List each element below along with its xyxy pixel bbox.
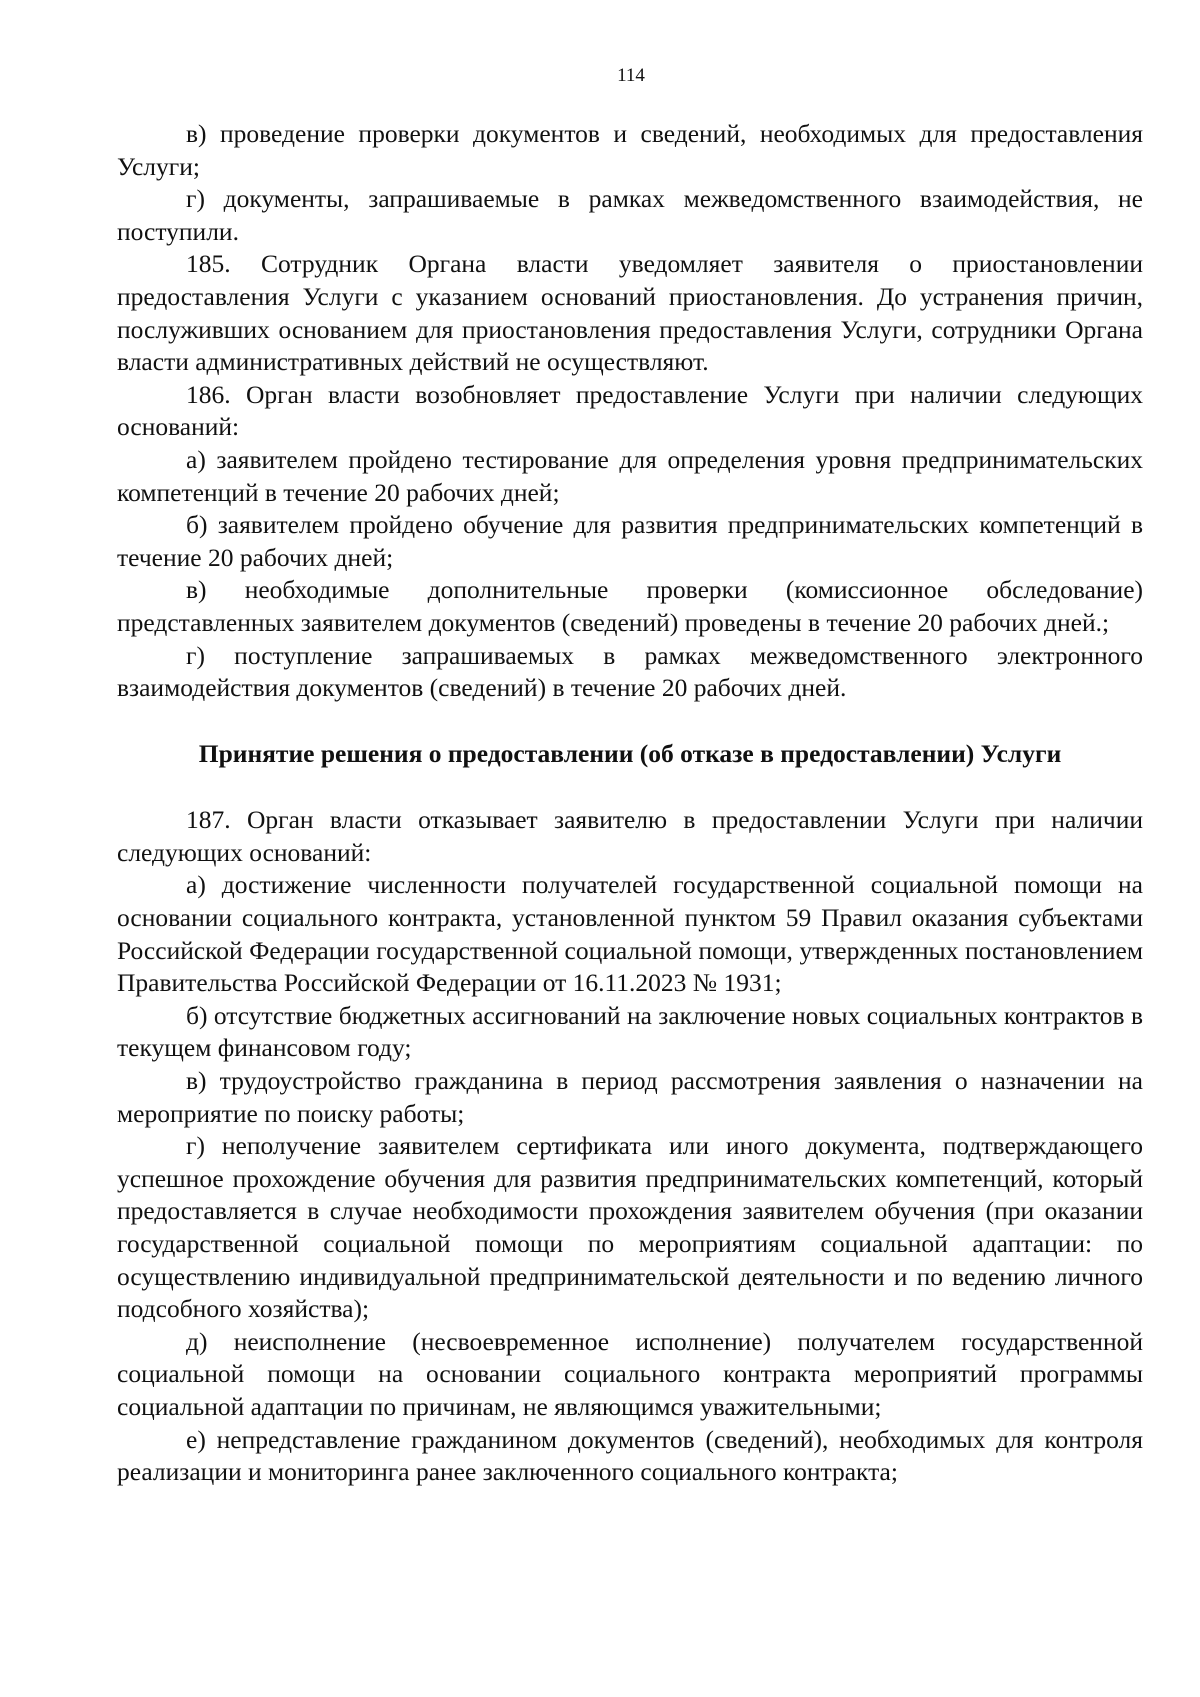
paragraph-186-a: а) заявителем пройдено тестирование для определения уровня предпринимательских компетенций в течение 20 рабочих дней; xyxy=(117,444,1143,507)
paragraph-186: 186. Орган власти возобновляет предоставление Услуги при наличии следующих оснований: xyxy=(117,379,1143,442)
paragraph-186-g: г) поступление запрашиваемых в рамках межведомственного электронного взаимодействия документов (сведений) в течение 20 рабочих дней. xyxy=(117,640,1143,703)
paragraph-187-e: е) непредставление гражданином документов (сведений), необходимых для контроля реализации и мониторинга ранее заключенного социального контракта; xyxy=(117,1424,1143,1487)
paragraph-187-g: г) неполучение заявителем сертификата или иного документа, подтверждающего успешное прохождение обучения для развития предпринимательских компетенций, который предоставляется в случае необходимости прохождения заявителем обучения (при оказании государственной социальной помощи по мероприятиям социальной адаптации: по осуществлению индивидуальной предпринимательской деятельности и по ведению личного подсобного хозяйства); xyxy=(117,1131,1143,1324)
paragraph-187-d: д) неисполнение (несвоевременное исполнение) получателем государственной социальной помощи на основании социального контракта мероприятий программы социальной адаптации по причинам, не являющимся уважительными; xyxy=(117,1326,1143,1421)
paragraph-186-b: б) заявителем пройдено обучение для развития предпринимательских компетенций в течение 20 рабочих дней; xyxy=(117,510,1143,572)
paragraph-187-b: б) отсутствие бюджетных ассигнований на заключение новых социальных контрактов в текущем финансовом году; xyxy=(117,1000,1143,1063)
paragraph-187-a: а) достижение численности получателей государственной социальной помощи на основании социального контракта, установленной пунктом 59 Правил оказания субъектами Российской Федерации государственной социальной помощи, утвержденных постановлением Правительства Российской Федерации от 16.11.2023 № 1931; xyxy=(117,870,1143,998)
paragraph-185: 185. Сотрудник Органа власти уведомляет заявителя о приостановлении предоставления Услуги с указанием оснований приостановления. До устранения причин, послуживших основанием для приостановления предоставления Услуги, сотрудники Органа власти административных действий не осуществляют. xyxy=(117,249,1143,377)
paragraph-item-g-documents-not-received: г) документы, запрашиваемые в рамках межведомственного взаимодействия, не поступили. xyxy=(117,184,1143,246)
paragraph-187-v: в) трудоустройство гражданина в период рассмотрения заявления о назначении на мероприятие по поиску работы; xyxy=(117,1066,1143,1128)
paragraph-item-v-document-check: в) проведение проверки документов и сведений, необходимых для предоставления Услуги; xyxy=(117,119,1143,181)
section-heading: Принятие решения о предоставлении (об отказе в предоставлении) Услуги xyxy=(198,738,1062,768)
paragraph-186-v: в) необходимые дополнительные проверки (комиссионное обследование) представленных заявителем документов (сведений) проведены в течение 20 рабочих дней.; xyxy=(117,575,1143,637)
paragraph-187: 187. Орган власти отказывает заявителю в предоставлении Услуги при наличии следующих оснований: xyxy=(117,805,1143,867)
document-body xyxy=(117,118,1143,1489)
page-number: 114 xyxy=(617,65,645,86)
